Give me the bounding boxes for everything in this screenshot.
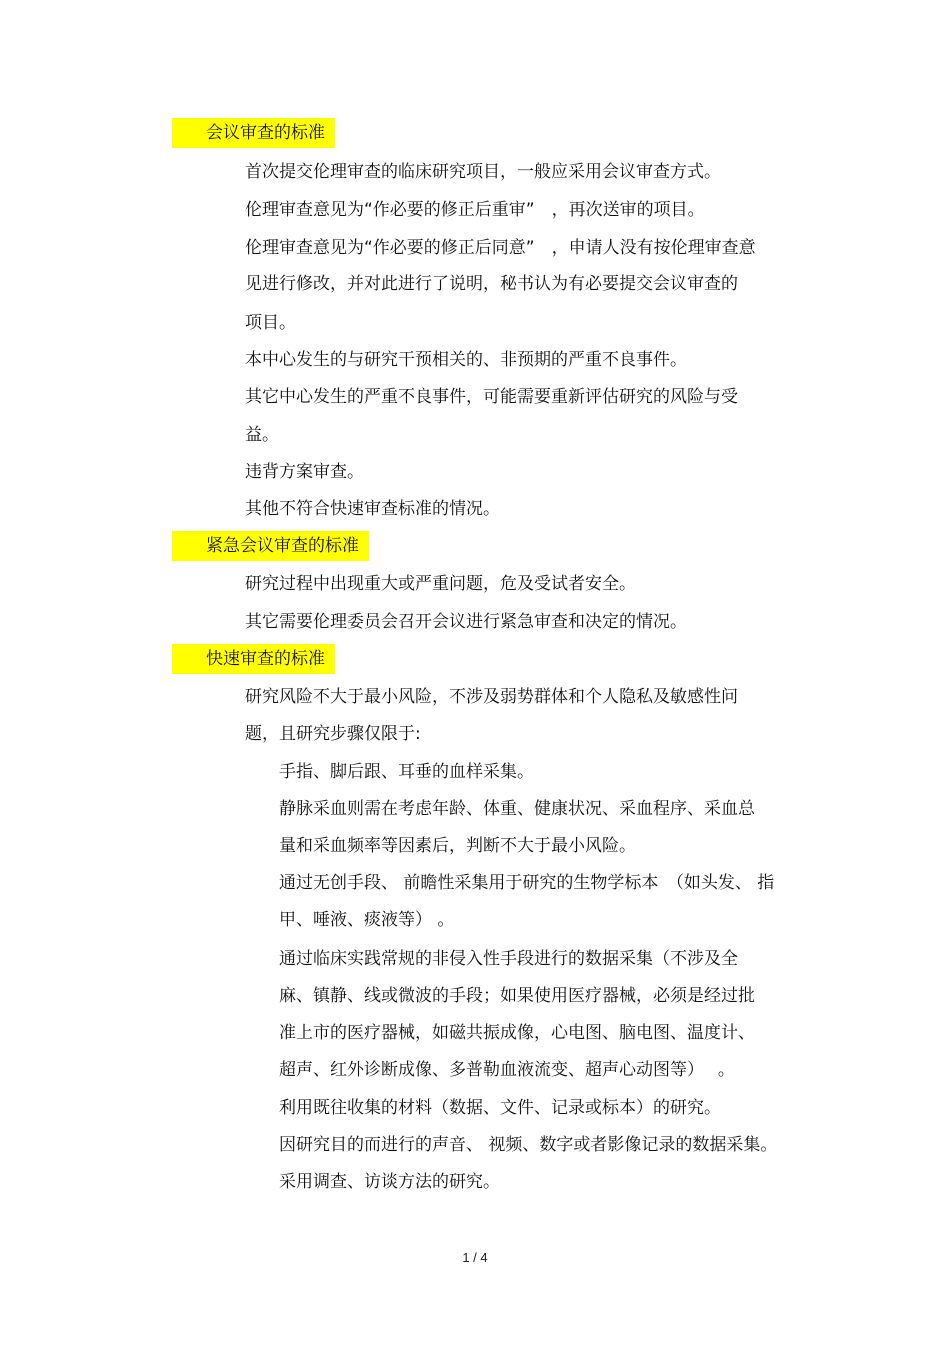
sub-item-line: 通过无创手段、 前瞻性采集用于研究的生物学标本 （如头发、 指	[279, 873, 775, 893]
paragraph-line: 益。	[245, 425, 279, 445]
paragraph-line: 研究过程中出现重大或严重问题，危及受试者安全。	[245, 574, 636, 594]
paragraph-line: 研究风险不大于最小风险，不涉及弱势群体和个人隐私及敏感性问	[245, 687, 738, 707]
section-heading-meeting-review: 会议审查的标准	[172, 118, 335, 148]
paragraph-line: 项目。	[245, 313, 296, 333]
paragraph-line: 本中心发生的与研究干预相关的、非预期的严重不良事件。	[245, 350, 687, 370]
section-heading-expedited-review: 快速审查的标准	[172, 644, 335, 674]
sub-item-line: 麻、镇静、线或微波的手段；如果使用医疗器械，必须是经过批	[279, 986, 755, 1006]
paragraph-line: 伦理审查意见为“作必要的修正后重审” ，再次送审的项目。	[245, 200, 705, 220]
sub-item-line: 采用调查、访谈方法的研究。	[279, 1172, 500, 1192]
sub-item-line: 准上市的医疗器械，如磁共振成像，心电图、脑电图、温度计、	[279, 1023, 755, 1043]
paragraph-line: 其它需要伦理委员会召开会议进行紧急审查和决定的情况。	[245, 612, 687, 632]
section-heading-urgent-meeting-review: 紧急会议审查的标准	[172, 531, 369, 561]
paragraph-line: 其它中心发生的严重不良事件，可能需要重新评估研究的风险与受	[245, 387, 738, 407]
page-number: 1 / 4	[462, 1250, 488, 1265]
sub-item-line: 通过临床实践常规的非侵入性手段进行的数据采集（不涉及全	[279, 949, 738, 969]
sub-item-line: 静脉采血则需在考虑年龄、体重、健康状况、采血程序、采血总	[279, 799, 755, 819]
sub-item-line: 甲、唾液、痰液等） 。	[279, 910, 455, 930]
paragraph-line: 见进行修改，并对此进行了说明，秘书认为有必要提交会议审查的	[245, 274, 738, 294]
paragraph-line: 其他不符合快速审查标准的情况。	[245, 499, 500, 519]
sub-item-line: 手指、脚后跟、耳垂的血样采集。	[279, 762, 534, 782]
sub-item-line: 因研究目的而进行的声音、 视频、数字或者影像记录的数据采集。	[279, 1135, 778, 1155]
paragraph-line: 伦理审查意见为“作必要的修正后同意” ，申请人没有按伦理审查意	[245, 238, 756, 258]
paragraph-line: 首次提交伦理审查的临床研究项目，一般应采用会议审查方式。	[245, 162, 721, 182]
sub-item-line: 量和采血频率等因素后，判断不大于最小风险。	[279, 836, 636, 856]
sub-item-line: 超声、红外诊断成像、多普勒血液流变、超声心动图等） 。	[279, 1060, 735, 1080]
paragraph-line: 题，且研究步骤仅限于:	[245, 724, 421, 744]
paragraph-line: 违背方案审查。	[245, 462, 364, 482]
sub-item-line: 利用既往收集的材料（数据、文件、记录或标本）的研究。	[279, 1098, 721, 1118]
